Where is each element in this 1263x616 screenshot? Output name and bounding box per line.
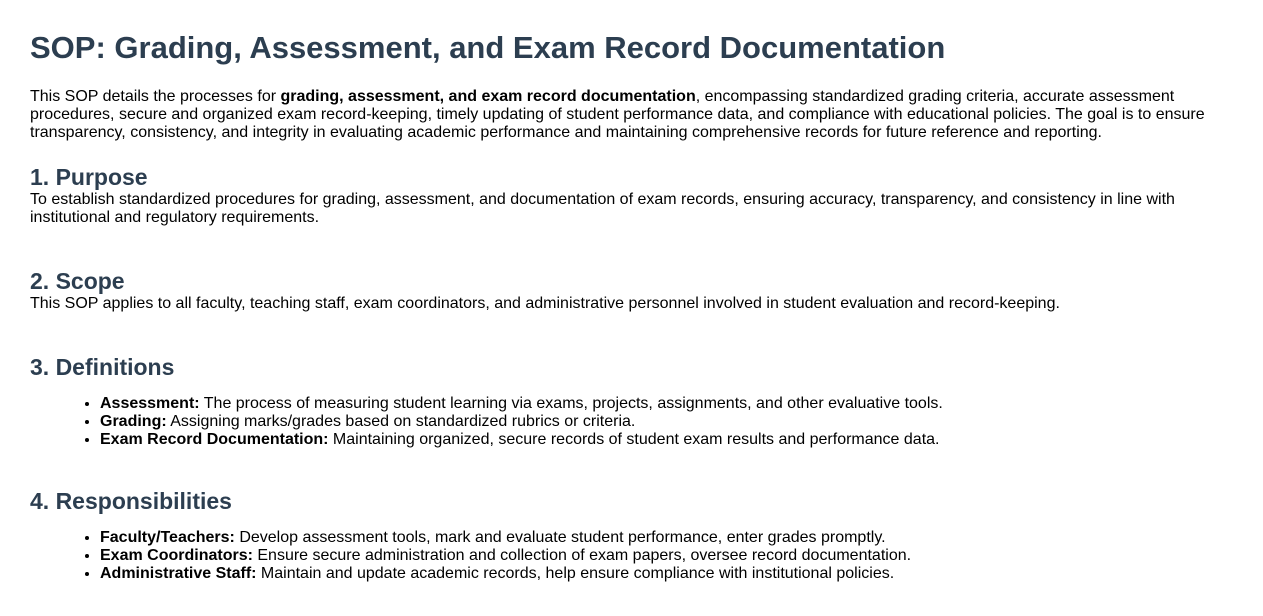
list-item-term: Faculty/Teachers: [100,529,235,546]
list-item-desc: Develop assessment tools, mark and evaluate student performance, enter grades promptly. [234,529,886,546]
intro-text-before: This SOP details the processes for [30,88,281,105]
responsibilities-list [30,529,1233,583]
list-item-term: Exam Coordinators: [100,547,253,564]
list-item-term: Grading: [100,413,167,430]
list-item [100,547,1233,565]
list-item-desc: Ensure secure administration and collection of exam papers, oversee record documentation. [252,547,912,564]
section-text-purpose: To establish standardized procedures for grading, assessment, and documentation of exam records, ensuring accuracy, transparency, and consistency in line with institutional and regulatory requirements. [30,191,1175,226]
list-item [100,565,1233,583]
section-heading-responsibilities: 4. Responsibilities [30,488,232,514]
intro-paragraph [30,88,1233,142]
intro-text-bold: grading, assessment, and exam record documentation [280,88,696,105]
list-item-desc: Maintaining organized, secure records of student exam results and performance data. [328,431,940,448]
list-item-term: Assessment: [100,395,200,412]
list-item [100,413,1233,431]
list-item-term: Exam Record Documentation: [100,431,329,448]
page-title: SOP: Grading, Assessment, and Exam Record Documentation [30,30,946,65]
list-item-desc: Maintain and update academic records, help ensure compliance with institutional policies. [256,565,895,582]
list-item [100,431,1233,449]
list-item-desc: Assigning marks/grades based on standardized rubrics or criteria. [166,413,636,430]
section-heading-purpose: 1. Purpose [30,164,148,190]
intro-text-after: , encompassing standardized grading criteria, accurate assessment procedures, secure and organized exam record-keeping, timely updating of student performance data, and compliance with educational policies. The goal is to ensure transparency, consistency, and integrity in evaluating academic performance and maintaining comprehensive records for future reference and reporting. [30,88,1205,141]
list-item-term: Administrative Staff: [100,565,257,582]
definitions-list [30,395,1233,449]
section-text-scope: This SOP applies to all faculty, teaching staff, exam coordinators, and administrative personnel involved in student evaluation and record-keeping. [30,295,1060,312]
list-item [100,395,1233,413]
section-heading-scope: 2. Scope [30,268,125,294]
list-item-desc: The process of measuring student learning via exams, projects, assignments, and other evaluative tools. [199,395,943,412]
section-heading-definitions: 3. Definitions [30,354,175,380]
list-item [100,529,1233,547]
